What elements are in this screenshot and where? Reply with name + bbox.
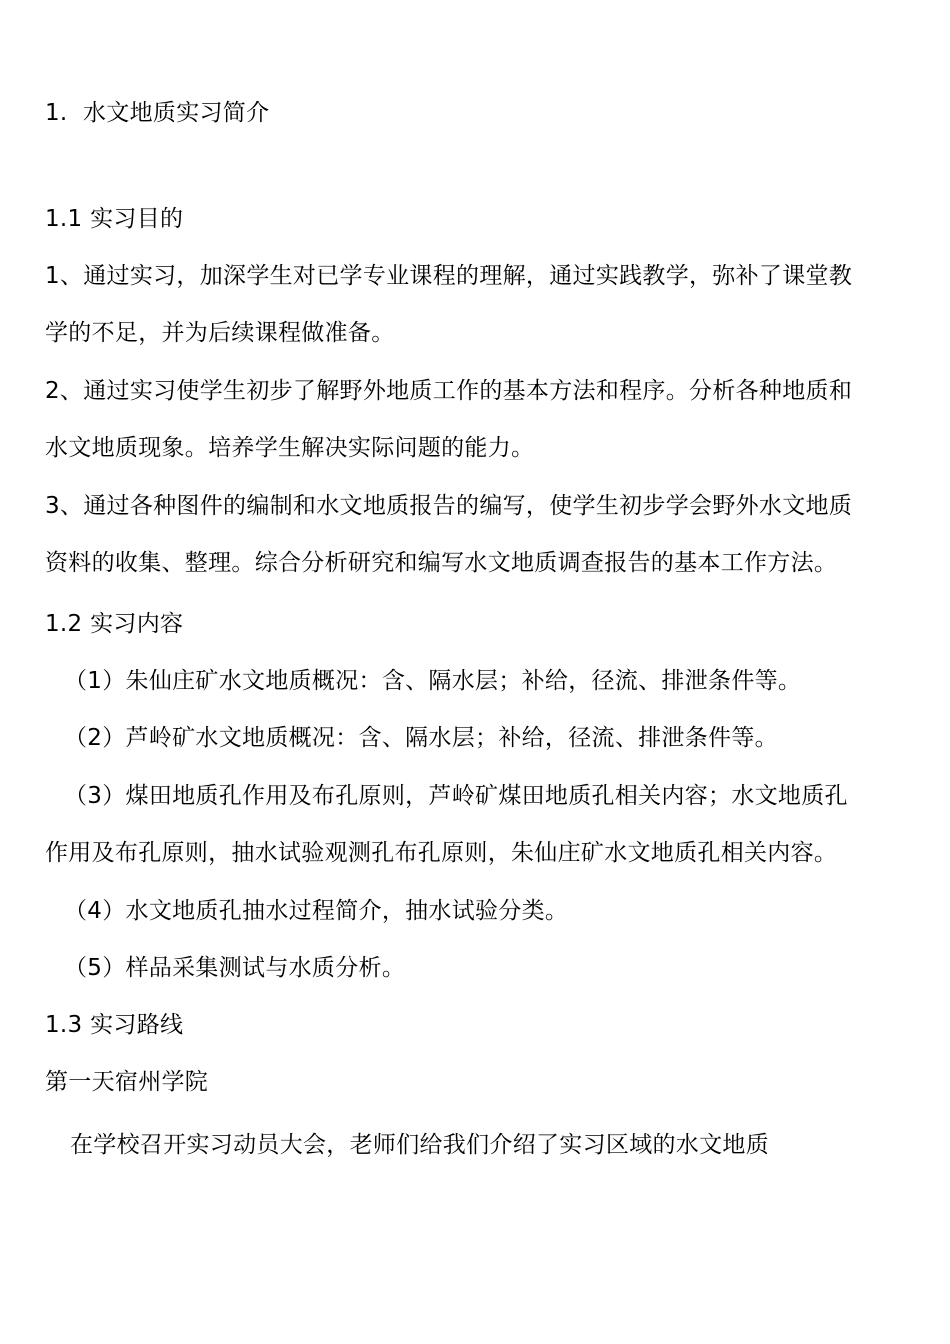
content-item-3-line-1: （3）煤田地质孔作用及布孔原则，芦岭矿煤田地质孔相关内容；水文地质孔 bbox=[64, 783, 848, 809]
content-item-2: （2）芦岭矿水文地质概况：含、隔水层；补给，径流、排泄条件等。 bbox=[64, 725, 778, 751]
day-1-title: 第一天宿州学院 bbox=[45, 1069, 209, 1095]
content-item-3-line-2: 作用及布孔原则，抽水试验观测孔布孔原则，朱仙庄矿水文地质孔相关内容。 bbox=[45, 840, 838, 866]
content-item-4: （4）水文地质孔抽水过程简介，抽水试验分类。 bbox=[64, 898, 569, 924]
heading-title: 水文地质实习简介 bbox=[83, 100, 270, 126]
content-item-1: （1）朱仙庄矿水文地质概况：含、隔水层；补给，径流、排泄条件等。 bbox=[64, 668, 802, 694]
main-heading bbox=[45, 98, 269, 128]
goal-2-line-1: 2、通过实习使学生初步了解野外地质工作的基本方法和程序。分析各种地质和 bbox=[45, 378, 853, 404]
goal-2-line-2: 水文地质现象。培养学生解决实际问题的能力。 bbox=[45, 435, 535, 461]
section-1-1-title: 1.1 实习目的 bbox=[45, 206, 184, 232]
heading-number: 1. bbox=[45, 100, 68, 126]
section-1-3-title: 1.3 实习路线 bbox=[45, 1012, 184, 1038]
section-1-2-title: 1.2 实习内容 bbox=[45, 611, 184, 637]
goal-3-line-1: 3、通过各种图件的编制和水文地质报告的编写，使学生初步学会野外水文地质 bbox=[45, 493, 853, 519]
goal-3-line-2: 资料的收集、整理。综合分析研究和编写水文地质调查报告的基本工作方法。 bbox=[45, 550, 838, 576]
goal-1-line-2: 学的不足，并为后续课程做准备。 bbox=[45, 320, 395, 346]
content-item-5: （5）样品采集测试与水质分析。 bbox=[64, 955, 406, 981]
goal-1-line-1: 1、通过实习，加深学生对已学专业课程的理解，通过实践教学，弥补了课堂教 bbox=[45, 263, 853, 289]
day-1-text: 在学校召开实习动员大会，老师们给我们介绍了实习区域的水文地质 bbox=[70, 1132, 769, 1158]
